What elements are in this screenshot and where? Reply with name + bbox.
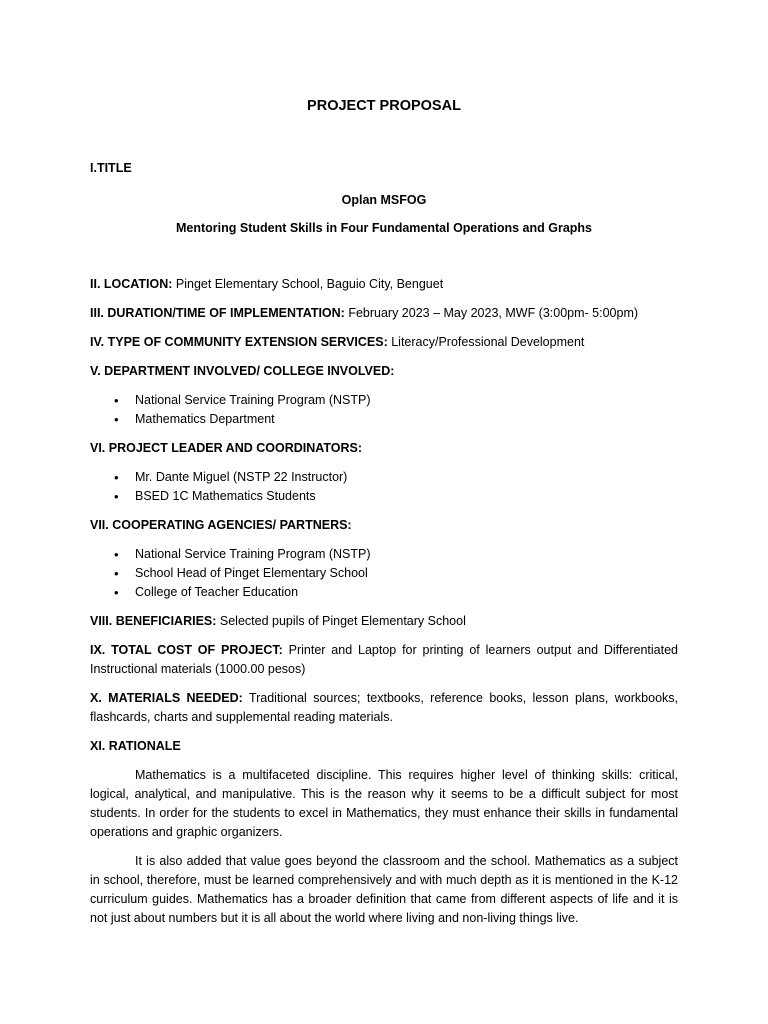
duration-label: III. DURATION/TIME OF IMPLEMENTATION: [90,306,345,320]
list-item: • National Service Training Program (NSTP) [90,545,678,564]
list-item: • School Head of Pinget Elementary School [90,564,678,583]
beneficiaries-value: Selected pupils of Pinget Elementary School [216,614,466,628]
department-list [90,391,678,429]
list-item: • Mathematics Department [90,410,678,429]
project-subtitle: Mentoring Student Skills in Four Fundamental Operations and Graphs [175,221,592,235]
document-body [90,96,678,938]
services-field [90,333,678,352]
location-label: II. LOCATION: [90,277,173,291]
rationale-paragraph: Mathematics is a multifaceted discipline. This requires higher level of thinking skills: critical, logical, analytical, and manipulative. This is the reason why it seems to be a difficult subject for most students. In order for the students to excel in Mathematics, they must enhance their skills in fundamental operations and graphic organizers. [90,768,678,839]
rationale-paragraph: It is also added that value goes beyond the classroom and the school. Mathematics as a subject in school, therefore, must be learned comprehensively and with much depth as it is mentioned in the K-12 curriculum guides. Mathematics has a broader definition that came from different aspects of life and it is not just about numbers but it is all about the world where living and non-living things live. [90,854,678,925]
beneficiaries-label: VIII. BENEFICIARIES: [90,614,217,628]
cost-value: Printer and Laptop for printing of learners output and Differentiated Instructional materials (1000.00 pesos) [90,643,678,676]
partners-heading: VII. COOPERATING AGENCIES/ PARTNERS: [90,518,352,532]
leaders-list [90,468,678,506]
cost-field [90,641,678,679]
beneficiaries-field [90,612,678,631]
services-label: IV. TYPE OF COMMUNITY EXTENSION SERVICES: [90,335,388,349]
section-title-label: I.TITLE [90,161,132,175]
department-heading: V. DEPARTMENT INVOLVED/ COLLEGE INVOLVED: [90,364,395,378]
list-item: • BSED 1C Mathematics Students [90,487,678,506]
location-field [90,275,678,294]
materials-value: Traditional sources; textbooks, reference books, lesson plans, workbooks, flashcards, charts and supplemental reading materials. [90,691,678,724]
project-name: Oplan MSFOG [341,193,427,207]
list-item: • National Service Training Program (NSTP) [90,391,678,410]
document-title: PROJECT PROPOSAL [307,98,461,114]
location-value: Pinget Elementary School, Baguio City, Benguet [172,277,444,291]
leaders-heading: VI. PROJECT LEADER AND COORDINATORS: [90,441,363,455]
materials-field [90,689,678,727]
materials-label: X. MATERIALS NEEDED: [90,691,243,705]
duration-value: February 2023 – May 2023, MWF (3:00pm- 5:00pm) [344,306,639,320]
services-value: Literacy/Professional Development [387,335,585,349]
duration-field [90,304,678,323]
partners-list [90,545,678,602]
rationale-heading: XI. RATIONALE [90,739,181,753]
list-item: • College of Teacher Education [90,583,678,602]
cost-label: IX. TOTAL COST OF PROJECT: [90,643,283,657]
list-item: • Mr. Dante Miguel (NSTP 22 Instructor) [90,468,678,487]
